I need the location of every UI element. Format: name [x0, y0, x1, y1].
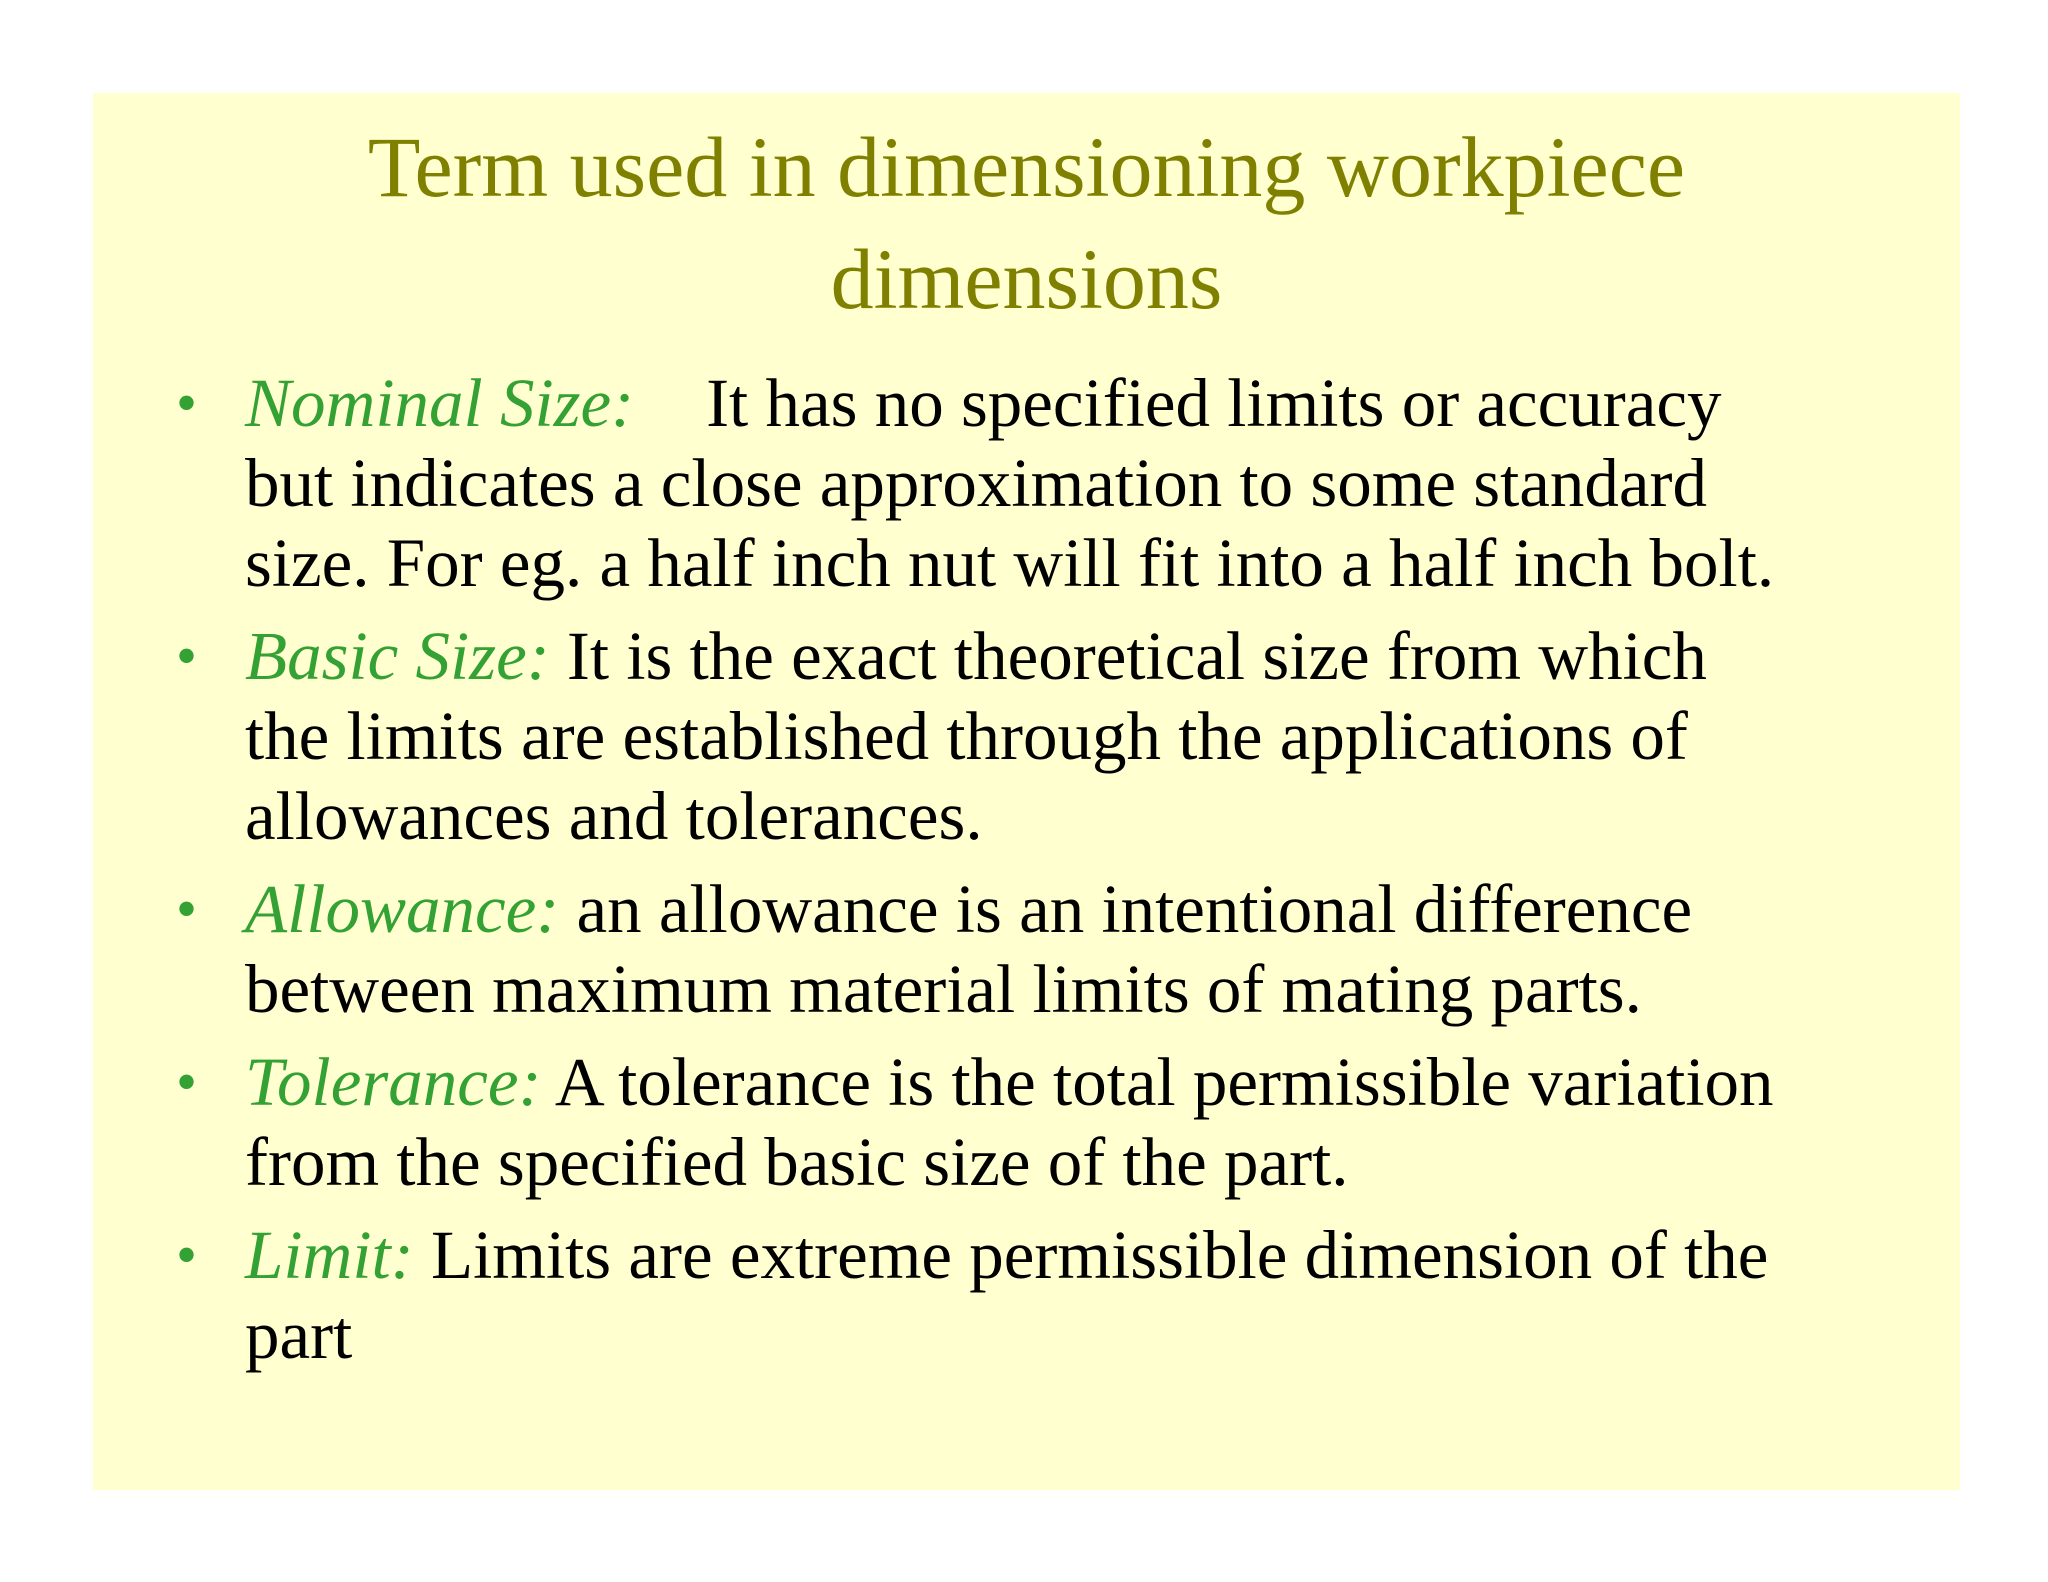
- bullet-dot: •: [176, 370, 198, 436]
- bullet-dot: •: [176, 1049, 198, 1115]
- bullet-dot: •: [176, 876, 198, 942]
- slide-title-line-1: Term used in dimensioning workpiece: [367, 119, 1686, 215]
- term-label: Allowance:: [245, 871, 560, 947]
- definition-text-line-1: It has no specified limits or accuracy: [706, 365, 1722, 441]
- term-label: Tolerance:: [245, 1044, 542, 1120]
- definition-item-limit: [93, 1215, 1960, 1375]
- slide: [93, 93, 1960, 1490]
- definition-text-line-1: Limits are extreme permissible dimension of the: [430, 1217, 1769, 1293]
- definition-item-allowance: [93, 869, 1960, 1029]
- definition-text-line-2: between maximum material limits of mating parts.: [245, 951, 1642, 1027]
- bullet-dot: •: [176, 623, 198, 689]
- definition-text-line-2: part: [245, 1297, 353, 1373]
- definition-item-basic-size: [93, 616, 1960, 856]
- term-label: Basic Size:: [245, 618, 550, 694]
- definition-text-line-2: but indicates a close approximation to some standard: [245, 445, 1708, 521]
- definition-text-line-1: an allowance is an intentional difference: [576, 871, 1693, 947]
- term-label: Limit:: [245, 1217, 414, 1293]
- slide-title: [93, 111, 1960, 335]
- definition-text-line-3: allowances and tolerances.: [245, 778, 983, 854]
- definition-list: [93, 363, 1960, 1388]
- definition-text-line-2: from the specified basic size of the part.: [245, 1124, 1349, 1200]
- definition-text-line-1: It is the exact theoretical size from which: [566, 618, 1707, 694]
- term-label: Nominal Size:: [245, 365, 635, 441]
- definition-text-line-2: the limits are established through the applications of: [245, 698, 1688, 774]
- definition-text-line-3: size. For eg. a half inch nut will fit into a half inch bolt.: [245, 525, 1775, 601]
- definition-item-nominal-size: [93, 363, 1960, 603]
- definition-text-line-1: A tolerance is the total permissible variation: [554, 1044, 1774, 1120]
- definition-item-tolerance: [93, 1042, 1960, 1202]
- bullet-dot: •: [176, 1222, 198, 1288]
- slide-title-line-2: dimensions: [830, 231, 1223, 327]
